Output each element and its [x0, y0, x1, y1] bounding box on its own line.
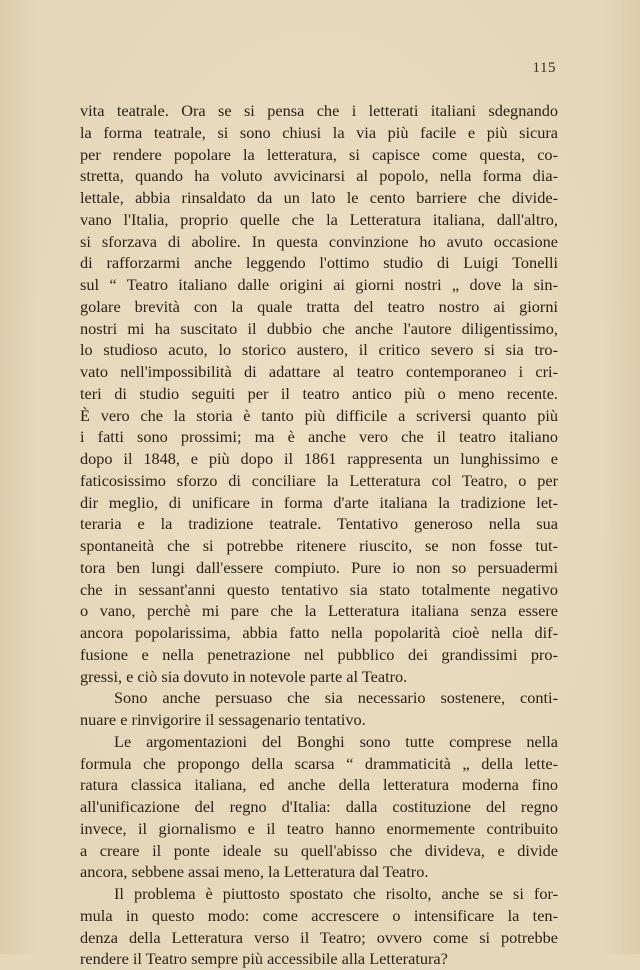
- text-line: formula che propongo della scarsa “ drammaticità „ della lette-: [80, 753, 558, 773]
- text-line: la forma teatrale, si sono chiusi la via più facile e più sicura: [80, 122, 558, 142]
- text-line: fusione e nella penetrazione nel pubblico dei grandissimi pro-: [80, 644, 558, 664]
- text-line: dopo il 1848, e più dopo il 1861 rappresenta un lunghissimo e: [80, 449, 558, 468]
- text-line: che in sessant'anni questo tentativo sia stato totalmente negativo: [80, 579, 558, 599]
- text-line: tora ben lungi dall'essere compiuto. Pure io non so persuadermi: [80, 557, 558, 577]
- text-line: Il problema è piuttosto spostato che risolto, anche se si for-: [114, 884, 558, 903]
- text-line: ancora, sebbene assai meno, la Letteratura dal Teatro.: [80, 862, 429, 882]
- text-line: golare brevità con la quale tratta del teatro nostro ai giorni: [80, 296, 558, 316]
- text-line: vato nell'impossibilità di adattare al teatro contemporaneo i cri-: [80, 362, 558, 381]
- text-line: si sforzava di abolire. In questa convinzione ho avuto occasione: [80, 231, 558, 251]
- text-line: nuare e rinvigorire il sessagenario tentativo.: [80, 710, 366, 729]
- text-line: ratura classica italiana, ed anche della letteratura moderna fino: [80, 775, 558, 795]
- text-line: teri di studio seguiti per il teatro antico più o meno recente.: [80, 383, 558, 403]
- text-line: rendere il Teatro sempre più accessibile alla Letteratura?: [80, 949, 448, 969]
- text-line: faticosissimo sforzo di conciliare la Letteratura col Teatro, o per: [80, 470, 558, 490]
- text-line: ancora popolarissima, abbia fatto nella popolarità cioè nella dif-: [80, 623, 558, 642]
- text-line: i fatti sono prossimi; ma è anche vero che il teatro italiano: [80, 427, 558, 447]
- text-line: teraria e la tradizione teatrale. Tentativo generoso nella sua: [80, 514, 558, 534]
- text-line: stretta, quando ha voluto avvicinarsi al popolo, nella forma dia-: [80, 166, 558, 186]
- text-line: Le argomentazioni del Bonghi sono tutte comprese nella: [114, 731, 558, 751]
- text-line: Sono anche persuaso che sia necessario sostenere, conti-: [114, 688, 558, 708]
- text-line: all'unificazione del regno d'Italia: dalla costituzione del regno: [80, 797, 558, 816]
- text-line: denza della Letteratura verso il Teatro; ovvero come si potrebbe: [80, 927, 558, 947]
- text-line: È vero che la storia è tanto più difficile a scriversi quanto più: [80, 405, 558, 425]
- text-line: a creare il ponte ideale su quell'abisso che divideva, e divide: [80, 840, 558, 860]
- text-line: di rafforzarmi anche leggendo l'ottimo studio di Luigi Tonelli: [80, 253, 558, 273]
- text-line: mula in questo modo: come accrescere o intensificare la ten-: [80, 905, 558, 925]
- page-number: 115: [532, 60, 556, 76]
- text-line: lettale, abbia rinsaldato da un lato le cento barriere che divide-: [80, 188, 558, 207]
- text-line: per rendere popolare la letteratura, si capisce come questa, co-: [80, 144, 558, 164]
- text-line: vita teatrale. Ora se si pensa che i letterati italiani sdegnando: [80, 101, 558, 120]
- body-text: [80, 100, 558, 970]
- text-line: nostri mi ha suscitato il dubbio che anche l'autore diligentissimo,: [80, 318, 558, 338]
- text-line: lo studioso acuto, lo storico austero, il critico severo si sia tro-: [80, 340, 558, 360]
- text-line: spontaneità che si potrebbe ritenere riuscito, se non fosse tut-: [80, 536, 558, 555]
- text-line: gressi, e ciò sia dovuto in notevole parte al Teatro.: [80, 666, 408, 686]
- text-line: vano l'Italia, proprio quelle che la Letteratura italiana, dall'altro,: [80, 209, 558, 229]
- text-line: invece, il giornalismo e il teatro hanno enormemente contribuito: [80, 818, 558, 838]
- text-line: dir meglio, di unificare in forma d'arte italiana la tradizione let-: [80, 492, 558, 512]
- text-line: o vano, perchè mi pare che la Letteratura italiana senza essere: [80, 601, 558, 621]
- text-line: sul “ Teatro italiano dalle origini ai giorni nostri „ dove la sin-: [80, 275, 558, 294]
